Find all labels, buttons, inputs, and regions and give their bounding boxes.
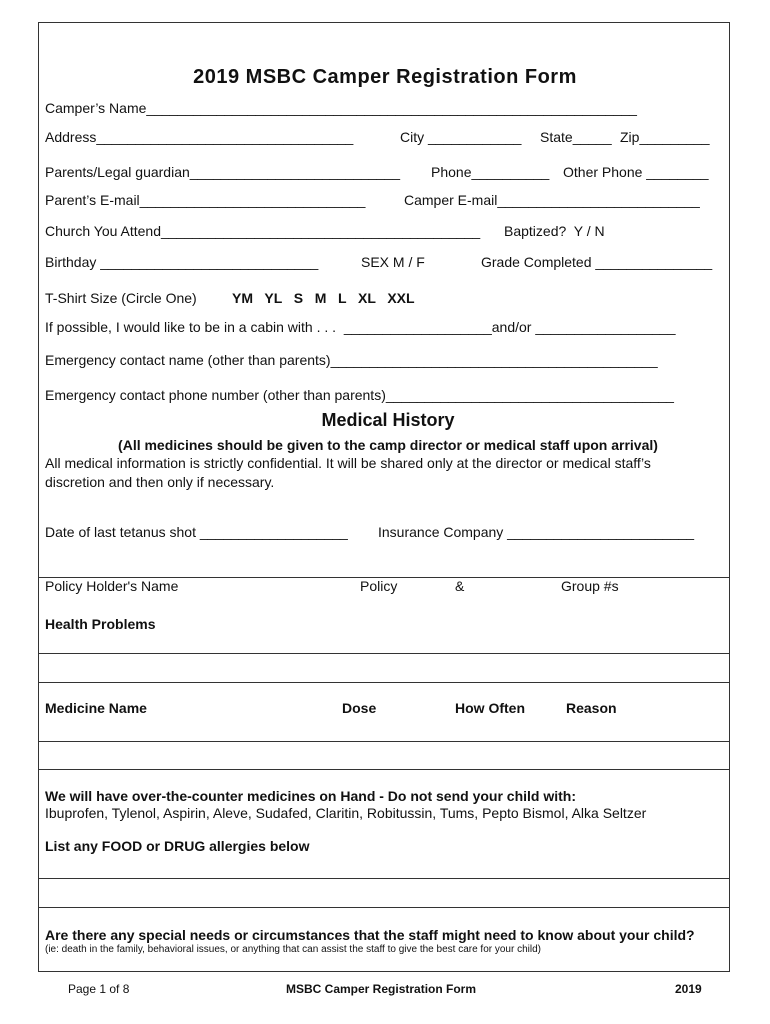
grade-field[interactable]: Grade Completed _______________: [481, 254, 713, 270]
birthday-field[interactable]: Birthday ____________________________: [45, 254, 319, 270]
campers-name-field[interactable]: Camper’s Name_______________________________________________________________: [45, 100, 637, 116]
zip-field[interactable]: Zip_________: [620, 129, 710, 145]
dose-header: Dose: [342, 700, 377, 716]
parent-email-field[interactable]: Parent’s E-mail_____________________________: [45, 192, 366, 208]
tshirt-size-options[interactable]: YM YL S M L XL XXL: [232, 290, 415, 306]
church-field[interactable]: Church You Attend_________________________________________: [45, 223, 481, 239]
confidential-note-cont: discretion and then only if necessary.: [45, 474, 275, 490]
how-often-header: How Often: [455, 700, 525, 716]
cabin-request-field[interactable]: If possible, I would like to be in a cabin with . . . ___________________and/or __________________: [45, 319, 676, 335]
otc-list: Ibuprofen, Tylenol, Aspirin, Aleve, Sudafed, Claritin, Robitussin, Tums, Pepto Bismol, Alka Seltzer: [45, 805, 647, 821]
form-title: 2019 MSBC Camper Registration Form: [193, 66, 577, 88]
policy-holder-label: Policy Holder's Name: [45, 578, 179, 594]
medicine-name-header: Medicine Name: [45, 700, 147, 716]
divider: [39, 741, 729, 742]
guardian-field[interactable]: Parents/Legal guardian___________________________: [45, 164, 400, 180]
confidential-note: All medical information is strictly confidential. It will be shared only at the director or medical staff’s: [45, 455, 651, 471]
reason-header: Reason: [566, 700, 617, 716]
address-field[interactable]: Address_________________________________: [45, 129, 354, 145]
group-label: Group #s: [561, 578, 619, 594]
baptized-field[interactable]: Baptized? Y / N: [504, 223, 605, 239]
allergies-label: List any FOOD or DRUG allergies below: [45, 838, 310, 854]
emergency-phone-field[interactable]: Emergency contact phone number (other than parents)_____________________________________: [45, 387, 674, 403]
camper-email-field[interactable]: Camper E-mail__________________________: [404, 192, 700, 208]
divider: [39, 878, 729, 879]
ampersand: &: [455, 578, 465, 594]
tshirt-label: T-Shirt Size (Circle One): [45, 290, 197, 306]
page-number: Page 1 of 8: [68, 982, 130, 996]
divider: [39, 769, 729, 770]
insurance-field[interactable]: Insurance Company ________________________: [378, 524, 695, 540]
other-phone-field[interactable]: Other Phone ________: [563, 164, 709, 180]
divider: [39, 653, 729, 654]
sex-field[interactable]: SEX M / F: [361, 254, 425, 270]
otc-heading: We will have over-the-counter medicines on Hand - Do not send your child with:: [45, 788, 577, 804]
medical-history-heading: Medical History: [321, 410, 455, 430]
medicine-note: (All medicines should be given to the camp director or medical staff upon arrival): [118, 437, 658, 453]
tetanus-field[interactable]: Date of last tetanus shot ___________________: [45, 524, 348, 540]
footer-form-name: MSBC Camper Registration Form: [286, 982, 477, 996]
health-problems-label: Health Problems: [45, 616, 156, 632]
footer-year: 2019: [675, 982, 702, 996]
city-field[interactable]: City ____________: [400, 129, 522, 145]
policy-label: Policy: [360, 578, 398, 594]
special-needs-hint: (ie: death in the family, behavioral issues, or anything that can assist the staff to give the best care for your child): [45, 944, 542, 955]
phone-field[interactable]: Phone__________: [431, 164, 550, 180]
emergency-name-field[interactable]: Emergency contact name (other than parents)__________________________________________: [45, 352, 658, 368]
divider: [39, 907, 729, 908]
special-needs-question: Are there any special needs or circumstances that the staff might need to know about your child?: [45, 927, 695, 943]
state-field[interactable]: State_____: [540, 129, 612, 145]
divider: [39, 682, 729, 683]
